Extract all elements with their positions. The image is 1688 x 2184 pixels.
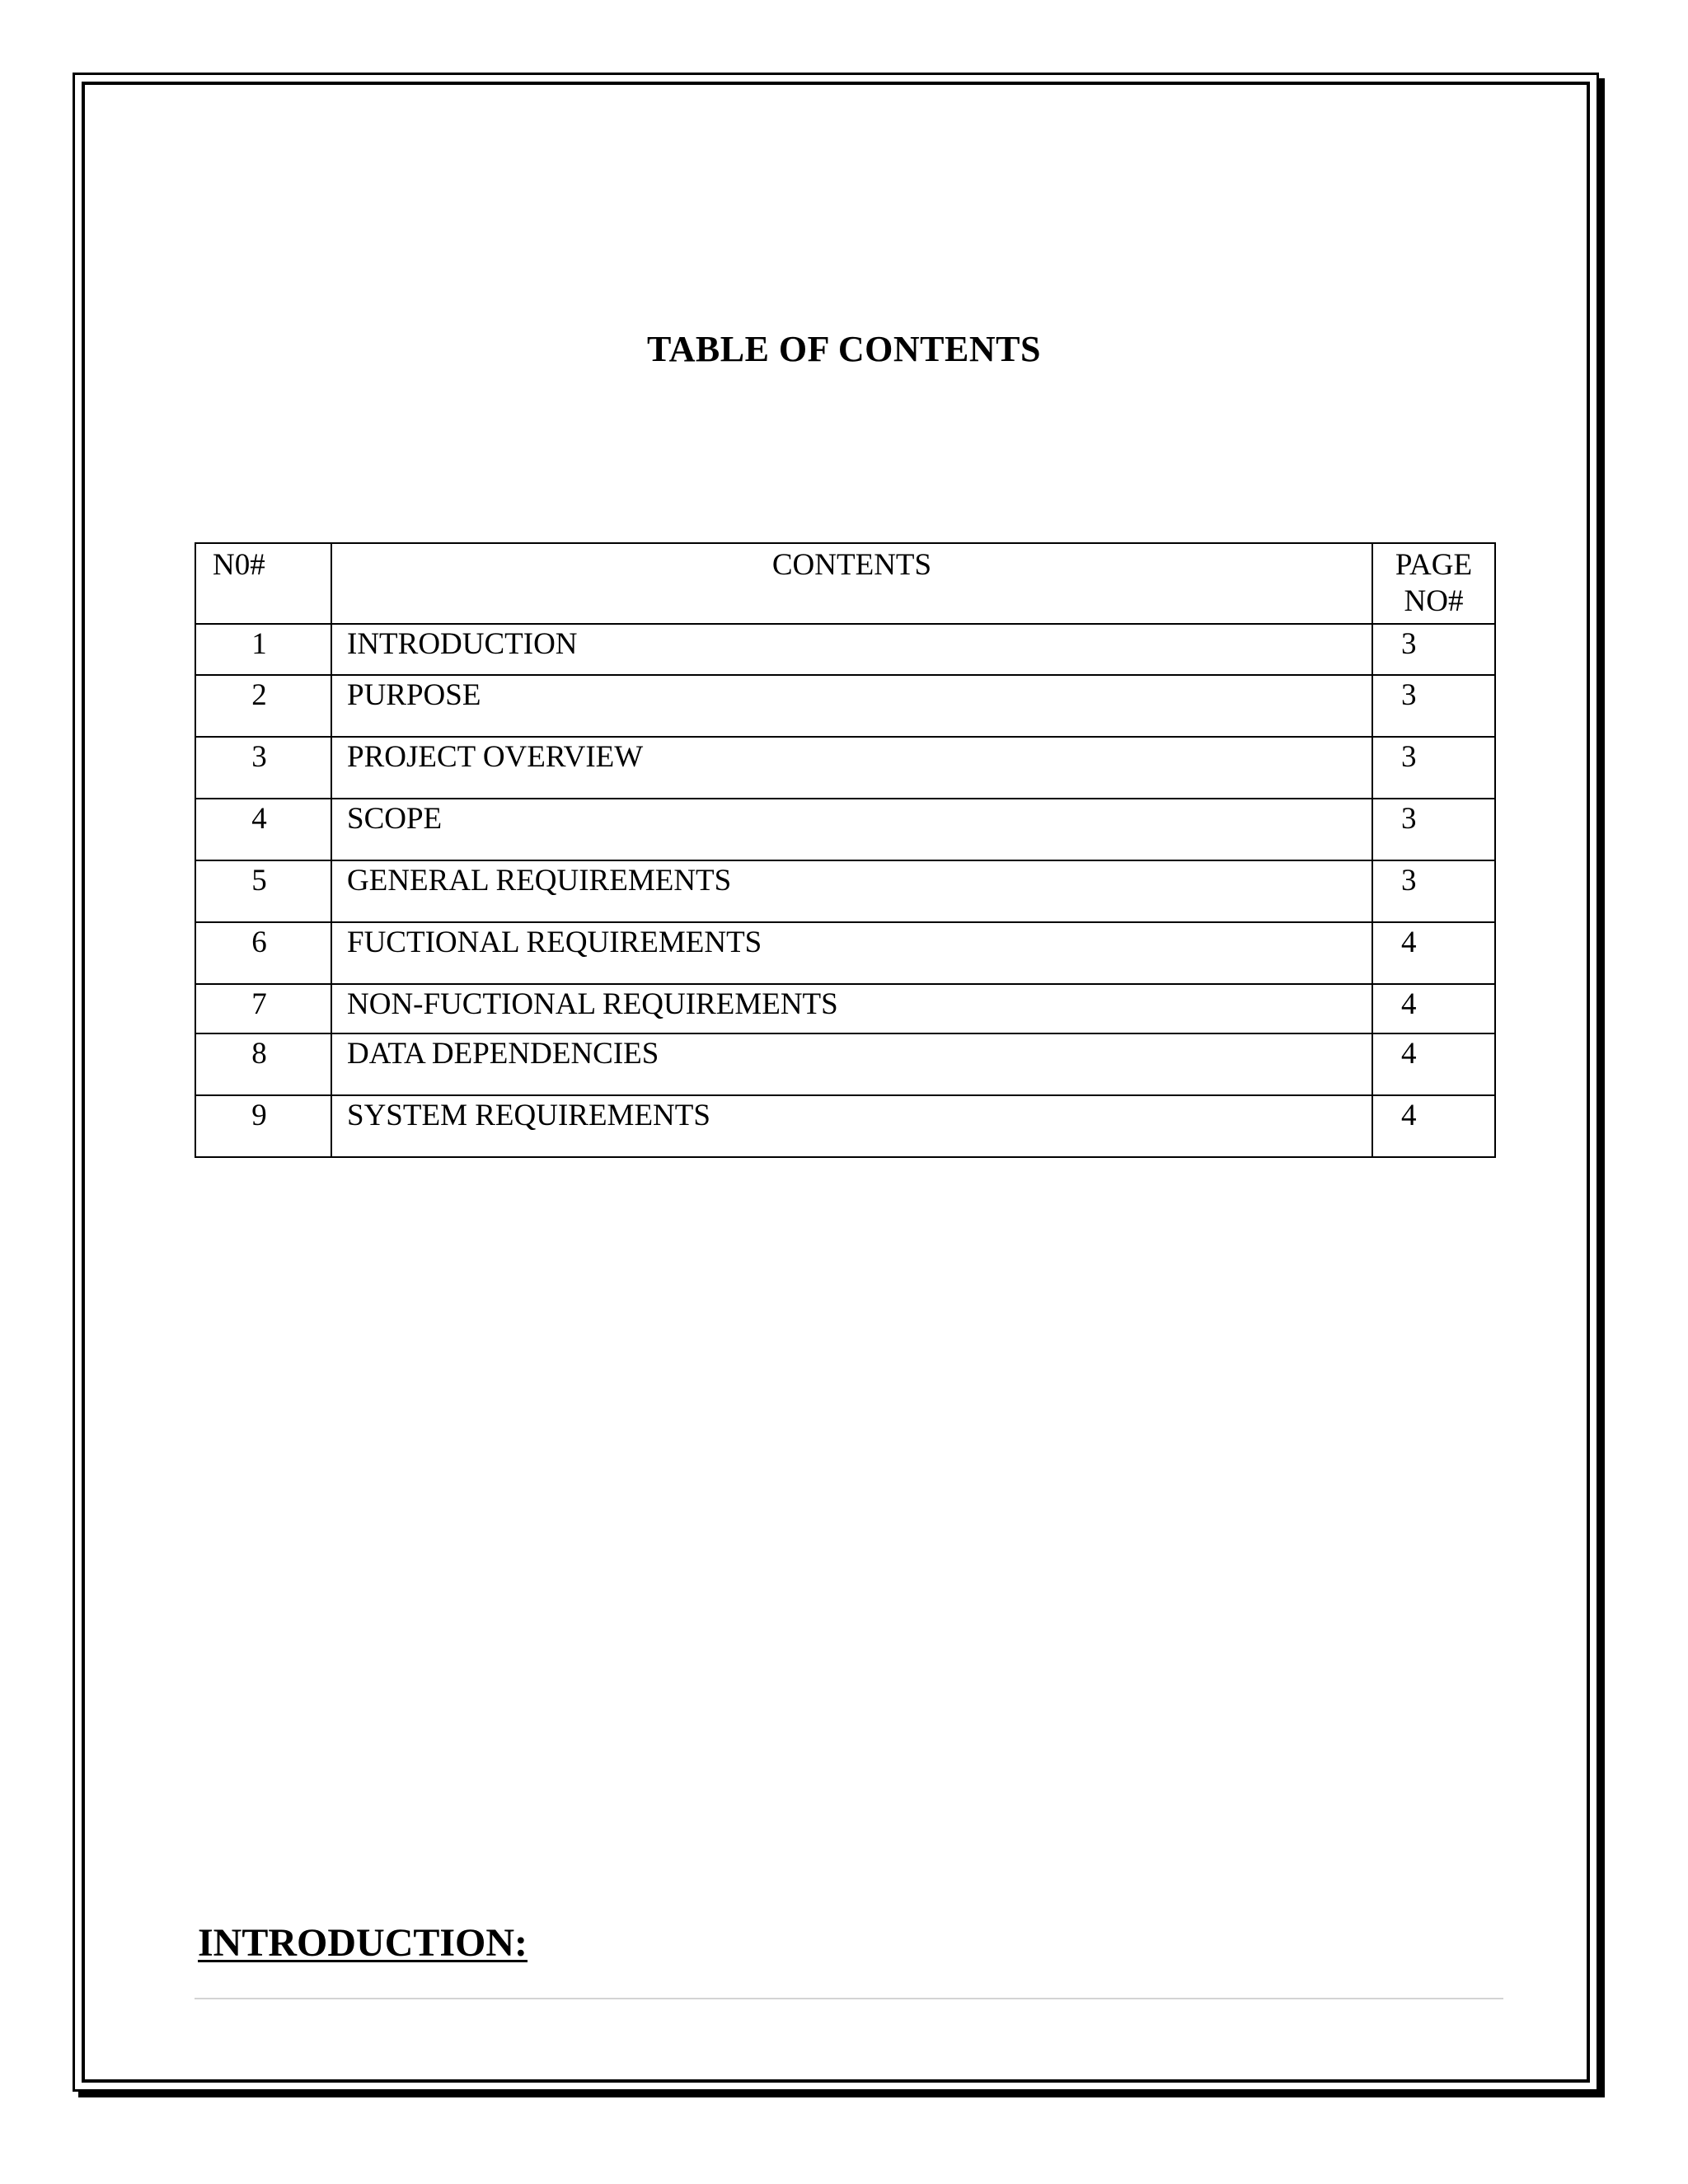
toc-header-no: N0#: [195, 543, 331, 624]
toc-row: [195, 624, 1495, 675]
toc-row-title: SCOPE: [331, 799, 1372, 860]
toc-row: [195, 799, 1495, 860]
toc-row-page: 3: [1372, 737, 1495, 799]
toc-row-title: DATA DEPENDENCIES: [331, 1033, 1372, 1095]
toc-row-title: FUCTIONAL REQUIREMENTS: [331, 922, 1372, 984]
toc-row-number: 9: [195, 1095, 331, 1157]
toc-row: [195, 1033, 1495, 1095]
toc-row-title: PROJECT OVERVIEW: [331, 737, 1372, 799]
toc-row: [195, 860, 1495, 922]
toc-row: [195, 737, 1495, 799]
toc-row-page: 4: [1372, 1095, 1495, 1157]
toc-row-title: PURPOSE: [331, 675, 1372, 737]
toc-row-page: 4: [1372, 1033, 1495, 1095]
toc-row-title: INTRODUCTION: [331, 624, 1372, 675]
section-heading-introduction: INTRODUCTION:: [198, 1921, 528, 1965]
toc-header-page: [1372, 543, 1495, 624]
toc-row-number: 2: [195, 675, 331, 737]
toc-row-number: 7: [195, 984, 331, 1033]
toc-row-page: 4: [1372, 922, 1495, 984]
toc-row-page: 3: [1372, 624, 1495, 675]
toc-row: [195, 984, 1495, 1033]
toc-header-page-line1: PAGE: [1395, 548, 1473, 582]
toc-row-page: 3: [1372, 675, 1495, 737]
toc-row-number: 1: [195, 624, 331, 675]
toc-row-number: 6: [195, 922, 331, 984]
toc-table: [195, 542, 1496, 1158]
toc-row: [195, 922, 1495, 984]
toc-row-page: 4: [1372, 984, 1495, 1033]
toc-row: [195, 675, 1495, 737]
toc-row-page: 3: [1372, 860, 1495, 922]
toc-row: [195, 1095, 1495, 1157]
horizontal-rule: [195, 1998, 1503, 1999]
toc-header-row: [195, 543, 1495, 624]
toc-row-title: GENERAL REQUIREMENTS: [331, 860, 1372, 922]
toc-row-number: 8: [195, 1033, 331, 1095]
toc-row-title: SYSTEM REQUIREMENTS: [331, 1095, 1372, 1157]
toc-row-number: 5: [195, 860, 331, 922]
page-title: TABLE OF CONTENTS: [647, 329, 1041, 369]
toc-row-number: 3: [195, 737, 331, 799]
toc-header-page-line2: NO#: [1404, 584, 1464, 618]
toc-row-page: 3: [1372, 799, 1495, 860]
toc-row-number: 4: [195, 799, 331, 860]
toc-row-title: NON-FUCTIONAL REQUIREMENTS: [331, 984, 1372, 1033]
toc-header-contents: CONTENTS: [331, 543, 1372, 624]
